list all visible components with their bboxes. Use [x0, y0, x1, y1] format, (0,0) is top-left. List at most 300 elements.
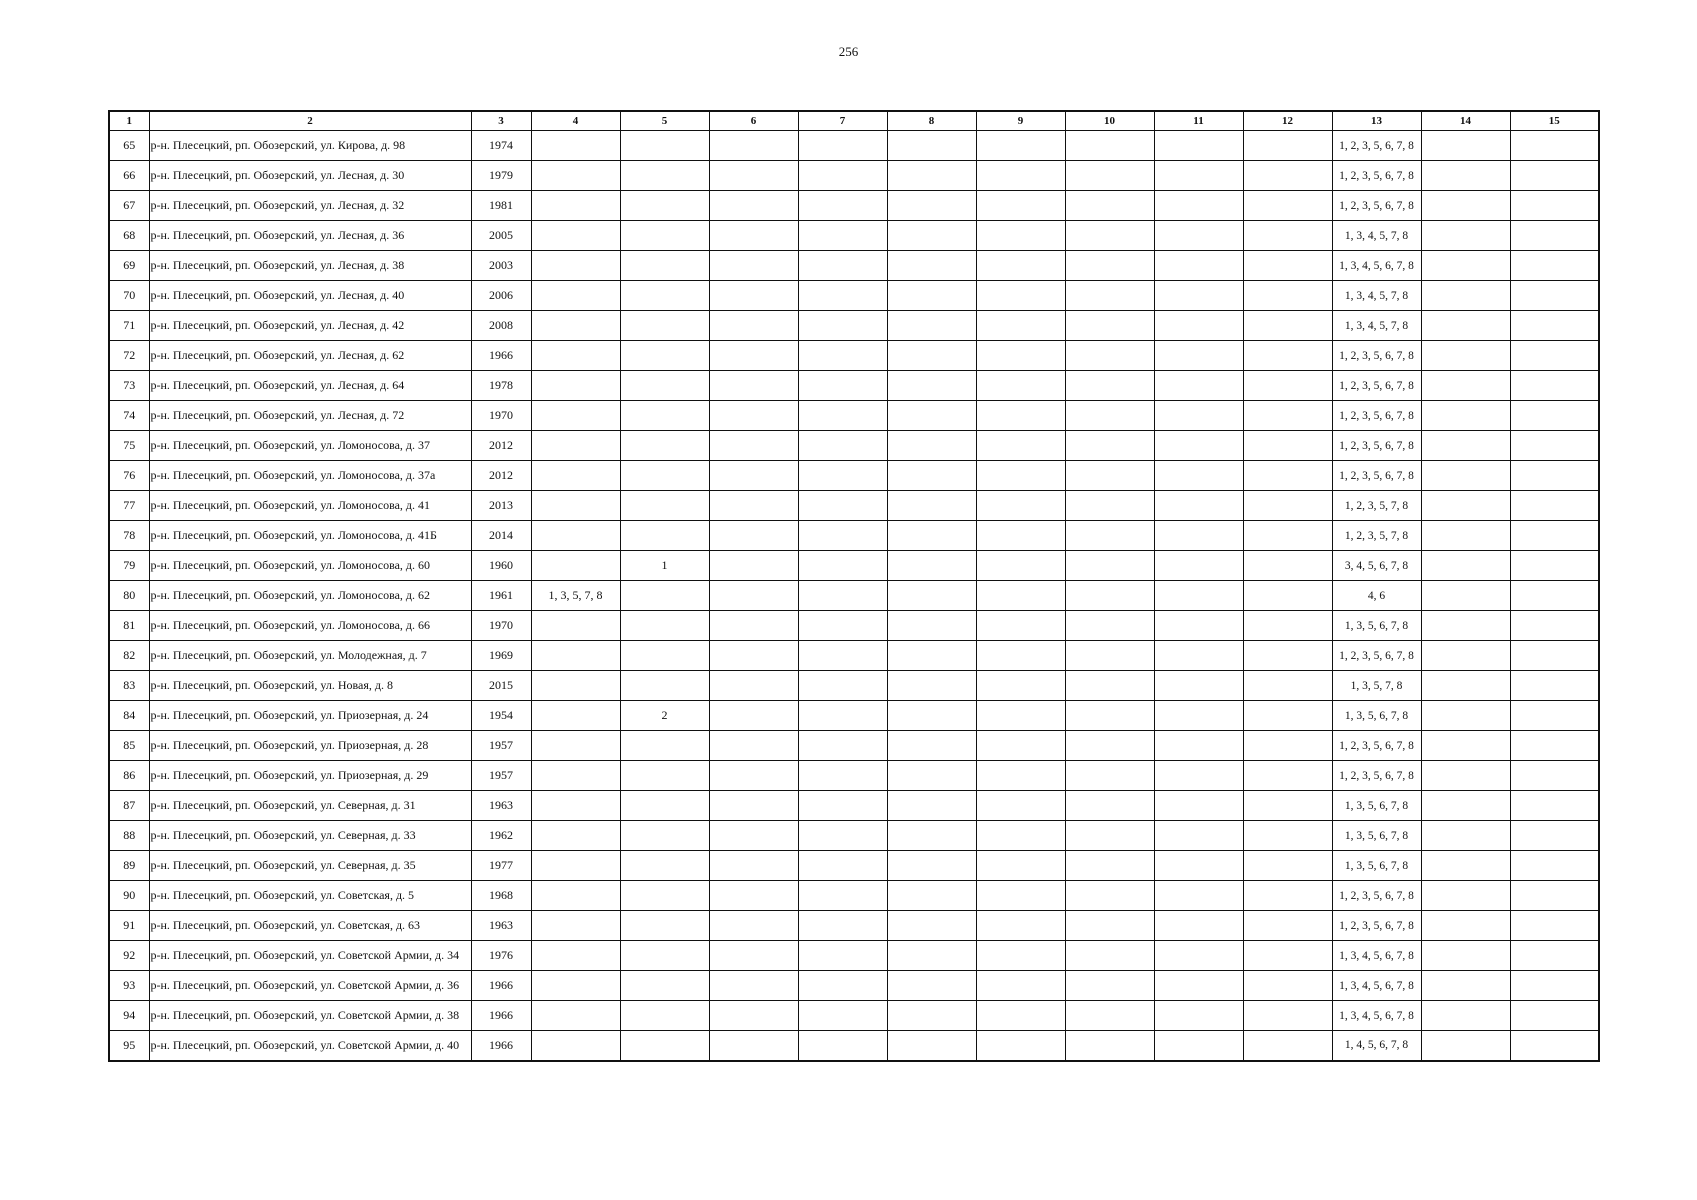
table-row [109, 671, 1599, 701]
cell-col-1: 67 [109, 191, 149, 221]
cell-col-3: 1966 [471, 971, 531, 1001]
cell-col-14 [1421, 761, 1510, 791]
cell-col-2: р-н. Плесецкий, рп. Обозерский, ул. Лесная, д. 30 [149, 161, 471, 191]
cell-col-1: 78 [109, 521, 149, 551]
cell-col-11 [1154, 401, 1243, 431]
cell-col-15 [1510, 431, 1599, 461]
cell-col-11 [1154, 341, 1243, 371]
cell-col-2: р-н. Плесецкий, рп. Обозерский, ул. Приозерная, д. 29 [149, 761, 471, 791]
cell-col-11 [1154, 701, 1243, 731]
table-row [109, 251, 1599, 281]
table-row [109, 131, 1599, 161]
cell-col-10 [1065, 581, 1154, 611]
cell-col-1: 83 [109, 671, 149, 701]
cell-col-10 [1065, 461, 1154, 491]
cell-col-11 [1154, 191, 1243, 221]
cell-col-5 [620, 671, 709, 701]
cell-col-15 [1510, 341, 1599, 371]
cell-col-12 [1243, 371, 1332, 401]
column-header-10: 10 [1065, 111, 1154, 131]
cell-col-13: 1, 3, 4, 5, 6, 7, 8 [1332, 1001, 1421, 1031]
cell-col-10 [1065, 431, 1154, 461]
cell-col-1: 90 [109, 881, 149, 911]
cell-col-12 [1243, 731, 1332, 761]
cell-col-7 [798, 191, 887, 221]
cell-col-10 [1065, 881, 1154, 911]
cell-col-8 [887, 401, 976, 431]
cell-col-15 [1510, 401, 1599, 431]
cell-col-13: 1, 2, 3, 5, 6, 7, 8 [1332, 161, 1421, 191]
table-row [109, 221, 1599, 251]
cell-col-11 [1154, 1031, 1243, 1061]
cell-col-2: р-н. Плесецкий, рп. Обозерский, ул. Ломоносова, д. 41 [149, 491, 471, 521]
cell-col-12 [1243, 971, 1332, 1001]
cell-col-4 [531, 431, 620, 461]
cell-col-3: 1963 [471, 911, 531, 941]
cell-col-10 [1065, 401, 1154, 431]
column-header-6: 6 [709, 111, 798, 131]
cell-col-10 [1065, 641, 1154, 671]
cell-col-3: 2012 [471, 431, 531, 461]
cell-col-11 [1154, 821, 1243, 851]
cell-col-12 [1243, 311, 1332, 341]
cell-col-7 [798, 971, 887, 1001]
cell-col-10 [1065, 251, 1154, 281]
housing-register-table [108, 110, 1600, 1062]
cell-col-4 [531, 281, 620, 311]
cell-col-4 [531, 641, 620, 671]
cell-col-3: 1981 [471, 191, 531, 221]
cell-col-12 [1243, 401, 1332, 431]
column-header-11: 11 [1154, 111, 1243, 131]
column-header-14: 14 [1421, 111, 1510, 131]
cell-col-3: 1962 [471, 821, 531, 851]
column-header-12: 12 [1243, 111, 1332, 131]
cell-col-11 [1154, 911, 1243, 941]
cell-col-15 [1510, 701, 1599, 731]
cell-col-5 [620, 311, 709, 341]
cell-col-6 [709, 851, 798, 881]
cell-col-6 [709, 281, 798, 311]
cell-col-9 [976, 401, 1065, 431]
cell-col-2: р-н. Плесецкий, рп. Обозерский, ул. Ломоносова, д. 60 [149, 551, 471, 581]
cell-col-15 [1510, 671, 1599, 701]
cell-col-4 [531, 911, 620, 941]
cell-col-9 [976, 551, 1065, 581]
cell-col-7 [798, 881, 887, 911]
cell-col-3: 1961 [471, 581, 531, 611]
cell-col-14 [1421, 821, 1510, 851]
table-row [109, 821, 1599, 851]
cell-col-13: 3, 4, 5, 6, 7, 8 [1332, 551, 1421, 581]
table-row [109, 611, 1599, 641]
cell-col-5 [620, 281, 709, 311]
cell-col-9 [976, 491, 1065, 521]
cell-col-1: 89 [109, 851, 149, 881]
cell-col-2: р-н. Плесецкий, рп. Обозерский, ул. Ломоносова, д. 37 [149, 431, 471, 461]
cell-col-11 [1154, 941, 1243, 971]
cell-col-1: 76 [109, 461, 149, 491]
cell-col-2: р-н. Плесецкий, рп. Обозерский, ул. Северная, д. 31 [149, 791, 471, 821]
cell-col-13: 1, 3, 5, 6, 7, 8 [1332, 851, 1421, 881]
cell-col-14 [1421, 851, 1510, 881]
cell-col-7 [798, 431, 887, 461]
cell-col-11 [1154, 971, 1243, 1001]
cell-col-10 [1065, 281, 1154, 311]
cell-col-6 [709, 251, 798, 281]
cell-col-2: р-н. Плесецкий, рп. Обозерский, ул. Советской Армии, д. 34 [149, 941, 471, 971]
column-header-15: 15 [1510, 111, 1599, 131]
cell-col-12 [1243, 491, 1332, 521]
cell-col-2: р-н. Плесецкий, рп. Обозерский, ул. Северная, д. 33 [149, 821, 471, 851]
cell-col-12 [1243, 131, 1332, 161]
cell-col-12 [1243, 1031, 1332, 1061]
column-header-4: 4 [531, 111, 620, 131]
cell-col-7 [798, 311, 887, 341]
cell-col-12 [1243, 761, 1332, 791]
cell-col-15 [1510, 791, 1599, 821]
cell-col-5 [620, 581, 709, 611]
cell-col-15 [1510, 1001, 1599, 1031]
cell-col-2: р-н. Плесецкий, рп. Обозерский, ул. Ломоносова, д. 41Б [149, 521, 471, 551]
cell-col-6 [709, 761, 798, 791]
cell-col-5 [620, 1001, 709, 1031]
table-row [109, 371, 1599, 401]
cell-col-13: 1, 3, 4, 5, 6, 7, 8 [1332, 971, 1421, 1001]
cell-col-9 [976, 1001, 1065, 1031]
cell-col-13: 1, 3, 5, 6, 7, 8 [1332, 611, 1421, 641]
cell-col-7 [798, 371, 887, 401]
cell-col-14 [1421, 281, 1510, 311]
cell-col-2: р-н. Плесецкий, рп. Обозерский, ул. Лесная, д. 42 [149, 311, 471, 341]
cell-col-9 [976, 851, 1065, 881]
cell-col-6 [709, 311, 798, 341]
cell-col-8 [887, 161, 976, 191]
cell-col-15 [1510, 461, 1599, 491]
cell-col-5 [620, 731, 709, 761]
cell-col-13: 1, 2, 3, 5, 7, 8 [1332, 521, 1421, 551]
cell-col-7 [798, 521, 887, 551]
cell-col-9 [976, 431, 1065, 461]
cell-col-3: 1970 [471, 611, 531, 641]
cell-col-10 [1065, 191, 1154, 221]
cell-col-7 [798, 461, 887, 491]
cell-col-4 [531, 191, 620, 221]
cell-col-5 [620, 401, 709, 431]
cell-col-14 [1421, 131, 1510, 161]
cell-col-12 [1243, 251, 1332, 281]
cell-col-9 [976, 761, 1065, 791]
cell-col-13: 1, 2, 3, 5, 6, 7, 8 [1332, 401, 1421, 431]
cell-col-10 [1065, 731, 1154, 761]
cell-col-14 [1421, 671, 1510, 701]
cell-col-12 [1243, 341, 1332, 371]
cell-col-2: р-н. Плесецкий, рп. Обозерский, ул. Лесная, д. 62 [149, 341, 471, 371]
cell-col-13: 1, 3, 4, 5, 6, 7, 8 [1332, 251, 1421, 281]
cell-col-8 [887, 1031, 976, 1061]
cell-col-11 [1154, 251, 1243, 281]
cell-col-9 [976, 521, 1065, 551]
cell-col-1: 77 [109, 491, 149, 521]
cell-col-11 [1154, 611, 1243, 641]
cell-col-14 [1421, 1031, 1510, 1061]
cell-col-5 [620, 941, 709, 971]
cell-col-14 [1421, 401, 1510, 431]
table-row [109, 311, 1599, 341]
cell-col-15 [1510, 941, 1599, 971]
cell-col-7 [798, 611, 887, 641]
cell-col-13: 4, 6 [1332, 581, 1421, 611]
table-row [109, 491, 1599, 521]
cell-col-13: 1, 4, 5, 6, 7, 8 [1332, 1031, 1421, 1061]
column-number-header-row [109, 111, 1599, 131]
cell-col-4 [531, 851, 620, 881]
cell-col-1: 65 [109, 131, 149, 161]
cell-col-14 [1421, 251, 1510, 281]
cell-col-4 [531, 1001, 620, 1031]
cell-col-6 [709, 611, 798, 641]
cell-col-15 [1510, 521, 1599, 551]
cell-col-15 [1510, 1031, 1599, 1061]
cell-col-6 [709, 191, 798, 221]
cell-col-1: 73 [109, 371, 149, 401]
cell-col-5 [620, 371, 709, 401]
cell-col-5 [620, 851, 709, 881]
cell-col-3: 2003 [471, 251, 531, 281]
table-row [109, 791, 1599, 821]
cell-col-10 [1065, 1031, 1154, 1061]
cell-col-9 [976, 191, 1065, 221]
cell-col-3: 1977 [471, 851, 531, 881]
cell-col-10 [1065, 371, 1154, 401]
cell-col-9 [976, 221, 1065, 251]
cell-col-1: 91 [109, 911, 149, 941]
cell-col-2: р-н. Плесецкий, рп. Обозерский, ул. Советская, д. 63 [149, 911, 471, 941]
cell-col-7 [798, 641, 887, 671]
cell-col-9 [976, 731, 1065, 761]
cell-col-1: 87 [109, 791, 149, 821]
table-row [109, 1001, 1599, 1031]
cell-col-7 [798, 851, 887, 881]
cell-col-12 [1243, 911, 1332, 941]
cell-col-5 [620, 821, 709, 851]
cell-col-4 [531, 491, 620, 521]
cell-col-9 [976, 791, 1065, 821]
cell-col-13: 1, 2, 3, 5, 6, 7, 8 [1332, 761, 1421, 791]
table-row [109, 161, 1599, 191]
cell-col-13: 1, 3, 5, 6, 7, 8 [1332, 701, 1421, 731]
table-row [109, 731, 1599, 761]
cell-col-5 [620, 461, 709, 491]
table-row [109, 941, 1599, 971]
cell-col-13: 1, 2, 3, 5, 6, 7, 8 [1332, 431, 1421, 461]
cell-col-15 [1510, 161, 1599, 191]
cell-col-8 [887, 941, 976, 971]
cell-col-1: 92 [109, 941, 149, 971]
cell-col-8 [887, 731, 976, 761]
cell-col-4 [531, 791, 620, 821]
table-row [109, 701, 1599, 731]
cell-col-3: 1954 [471, 701, 531, 731]
table-row [109, 971, 1599, 1001]
cell-col-6 [709, 881, 798, 911]
cell-col-14 [1421, 341, 1510, 371]
cell-col-15 [1510, 281, 1599, 311]
cell-col-15 [1510, 221, 1599, 251]
column-header-2: 2 [149, 111, 471, 131]
cell-col-3: 1966 [471, 1031, 531, 1061]
cell-col-6 [709, 371, 798, 401]
cell-col-1: 68 [109, 221, 149, 251]
cell-col-8 [887, 611, 976, 641]
cell-col-10 [1065, 131, 1154, 161]
cell-col-3: 1976 [471, 941, 531, 971]
cell-col-4 [531, 761, 620, 791]
cell-col-6 [709, 671, 798, 701]
cell-col-8 [887, 491, 976, 521]
cell-col-6 [709, 401, 798, 431]
column-header-8: 8 [887, 111, 976, 131]
cell-col-2: р-н. Плесецкий, рп. Обозерский, ул. Новая, д. 8 [149, 671, 471, 701]
cell-col-6 [709, 341, 798, 371]
cell-col-3: 1974 [471, 131, 531, 161]
cell-col-3: 1970 [471, 401, 531, 431]
cell-col-1: 81 [109, 611, 149, 641]
cell-col-14 [1421, 551, 1510, 581]
cell-col-10 [1065, 971, 1154, 1001]
cell-col-12 [1243, 191, 1332, 221]
cell-col-7 [798, 821, 887, 851]
cell-col-4 [531, 701, 620, 731]
cell-col-2: р-н. Плесецкий, рп. Обозерский, ул. Приозерная, д. 24 [149, 701, 471, 731]
table-row [109, 581, 1599, 611]
cell-col-12 [1243, 281, 1332, 311]
table-row [109, 761, 1599, 791]
cell-col-10 [1065, 911, 1154, 941]
cell-col-8 [887, 521, 976, 551]
cell-col-6 [709, 491, 798, 521]
cell-col-4 [531, 821, 620, 851]
cell-col-14 [1421, 941, 1510, 971]
cell-col-8 [887, 761, 976, 791]
column-header-9: 9 [976, 111, 1065, 131]
cell-col-1: 74 [109, 401, 149, 431]
cell-col-7 [798, 251, 887, 281]
cell-col-11 [1154, 1001, 1243, 1031]
cell-col-1: 79 [109, 551, 149, 581]
cell-col-5 [620, 611, 709, 641]
cell-col-3: 1979 [471, 161, 531, 191]
cell-col-6 [709, 431, 798, 461]
cell-col-14 [1421, 911, 1510, 941]
cell-col-2: р-н. Плесецкий, рп. Обозерский, ул. Ломоносова, д. 37а [149, 461, 471, 491]
cell-col-10 [1065, 221, 1154, 251]
cell-col-3: 1963 [471, 791, 531, 821]
cell-col-9 [976, 581, 1065, 611]
cell-col-8 [887, 1001, 976, 1031]
cell-col-6 [709, 821, 798, 851]
table-body [109, 131, 1599, 1061]
cell-col-13: 1, 2, 3, 5, 6, 7, 8 [1332, 371, 1421, 401]
cell-col-4 [531, 371, 620, 401]
table-row [109, 881, 1599, 911]
cell-col-15 [1510, 191, 1599, 221]
cell-col-4 [531, 611, 620, 641]
cell-col-12 [1243, 521, 1332, 551]
cell-col-13: 1, 3, 4, 5, 7, 8 [1332, 281, 1421, 311]
cell-col-15 [1510, 821, 1599, 851]
cell-col-8 [887, 551, 976, 581]
cell-col-10 [1065, 161, 1154, 191]
cell-col-13: 1, 3, 4, 5, 7, 8 [1332, 221, 1421, 251]
cell-col-12 [1243, 221, 1332, 251]
cell-col-11 [1154, 581, 1243, 611]
cell-col-2: р-н. Плесецкий, рп. Обозерский, ул. Лесная, д. 40 [149, 281, 471, 311]
cell-col-2: р-н. Плесецкий, рп. Обозерский, ул. Советской Армии, д. 40 [149, 1031, 471, 1061]
cell-col-12 [1243, 161, 1332, 191]
cell-col-13: 1, 2, 3, 5, 6, 7, 8 [1332, 191, 1421, 221]
cell-col-13: 1, 2, 3, 5, 7, 8 [1332, 491, 1421, 521]
cell-col-12 [1243, 551, 1332, 581]
cell-col-5 [620, 911, 709, 941]
cell-col-3: 1978 [471, 371, 531, 401]
table-row [109, 851, 1599, 881]
cell-col-7 [798, 401, 887, 431]
cell-col-7 [798, 671, 887, 701]
cell-col-5 [620, 131, 709, 161]
cell-col-3: 2013 [471, 491, 531, 521]
cell-col-7 [798, 731, 887, 761]
cell-col-8 [887, 131, 976, 161]
table-row [109, 401, 1599, 431]
cell-col-6 [709, 641, 798, 671]
cell-col-14 [1421, 971, 1510, 1001]
table-row [109, 911, 1599, 941]
cell-col-2: р-н. Плесецкий, рп. Обозерский, ул. Лесная, д. 38 [149, 251, 471, 281]
cell-col-8 [887, 461, 976, 491]
cell-col-10 [1065, 311, 1154, 341]
cell-col-11 [1154, 431, 1243, 461]
cell-col-14 [1421, 731, 1510, 761]
cell-col-1: 82 [109, 641, 149, 671]
column-header-3: 3 [471, 111, 531, 131]
cell-col-14 [1421, 491, 1510, 521]
cell-col-7 [798, 221, 887, 251]
cell-col-13: 1, 3, 4, 5, 6, 7, 8 [1332, 941, 1421, 971]
cell-col-5 [620, 491, 709, 521]
table-row [109, 431, 1599, 461]
cell-col-4 [531, 131, 620, 161]
cell-col-13: 1, 2, 3, 5, 6, 7, 8 [1332, 881, 1421, 911]
cell-col-15 [1510, 131, 1599, 161]
cell-col-6 [709, 551, 798, 581]
cell-col-4 [531, 341, 620, 371]
cell-col-1: 93 [109, 971, 149, 1001]
cell-col-5 [620, 971, 709, 1001]
cell-col-14 [1421, 221, 1510, 251]
cell-col-15 [1510, 881, 1599, 911]
cell-col-14 [1421, 881, 1510, 911]
cell-col-1: 71 [109, 311, 149, 341]
cell-col-6 [709, 581, 798, 611]
cell-col-7 [798, 1031, 887, 1061]
cell-col-12 [1243, 941, 1332, 971]
cell-col-4 [531, 881, 620, 911]
cell-col-2: р-н. Плесецкий, рп. Обозерский, ул. Лесная, д. 72 [149, 401, 471, 431]
cell-col-4 [531, 731, 620, 761]
cell-col-3: 2012 [471, 461, 531, 491]
cell-col-13: 1, 2, 3, 5, 6, 7, 8 [1332, 341, 1421, 371]
